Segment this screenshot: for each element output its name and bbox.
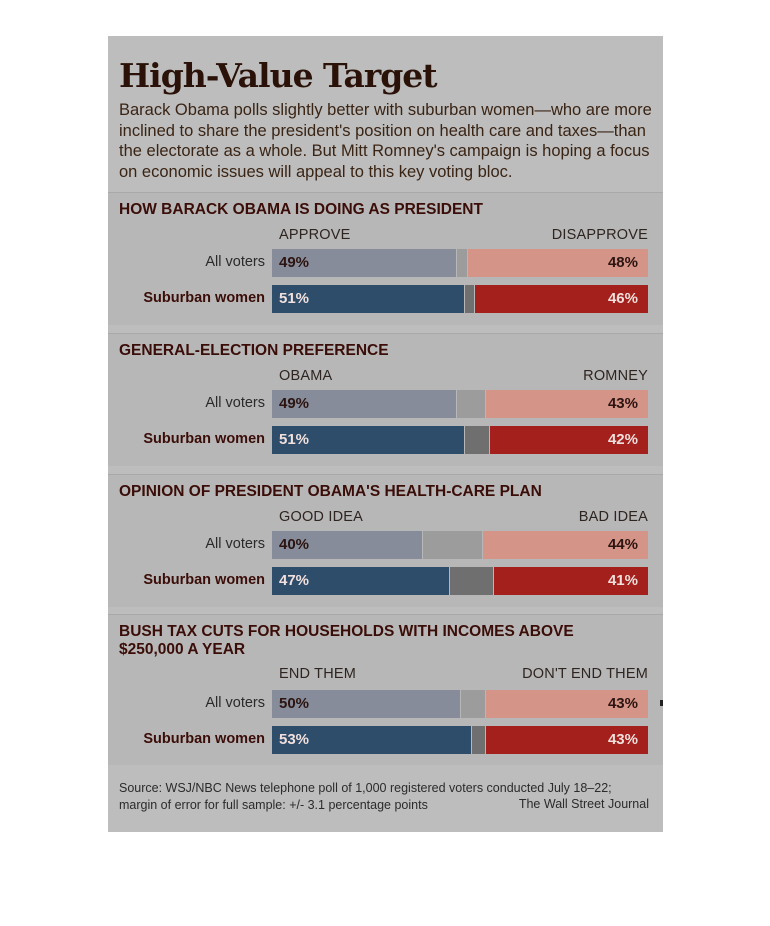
left-category-label: GOOD IDEA [279, 509, 363, 525]
row-label: All voters [205, 395, 265, 411]
value-label-left: 40% [279, 536, 310, 553]
bar-segment-undecided [450, 567, 493, 595]
value-label-left: 51% [279, 431, 310, 448]
right-category-label: BAD IDEA [578, 509, 648, 525]
stray-tick-mark [660, 700, 663, 706]
panel-title: BUSH TAX CUTS FOR HOUSEHOLDS WITH INCOMES ABOVE $250,000 A YEAR [119, 623, 574, 658]
bar-segment-undecided [465, 285, 474, 313]
bar-segment-undecided [465, 426, 489, 454]
value-label-right: 46% [607, 290, 638, 307]
row-label: Suburban women [143, 290, 265, 306]
panel-title: GENERAL-ELECTION PREFERENCE [119, 342, 389, 359]
value-label-right: 43% [607, 731, 638, 748]
panel-title: HOW BARACK OBAMA IS DOING AS PRESIDENT [119, 201, 483, 218]
row-label: All voters [205, 695, 265, 711]
chart-panel-1 [108, 192, 663, 325]
left-category-label: END THEM [279, 666, 357, 682]
infographic-card [108, 36, 663, 832]
bar-segment-undecided [472, 726, 485, 754]
value-label-right: 48% [607, 254, 638, 271]
intro-text: Barack Obama polls slightly better with suburban women—who are more inclined to share the president's position on health care and taxes—than the electorate as a whole. But Mitt Romney's campaign is hoping a focus on economic issues will appeal to this key voting bloc. [119, 101, 652, 181]
row-label: All voters [205, 536, 265, 552]
value-label-left: 51% [279, 290, 310, 307]
chart-panel-2 [108, 333, 663, 466]
credit-line: The Wall Street Journal [518, 797, 649, 811]
stacked-bar [272, 285, 648, 313]
stacked-bar [272, 390, 648, 418]
stacked-bar [272, 531, 648, 559]
stacked-bar [272, 567, 648, 595]
row-label: Suburban women [143, 572, 265, 588]
value-label-left: 53% [279, 731, 310, 748]
chart-title: High-Value Target [119, 56, 437, 95]
bar-segment-undecided [461, 690, 485, 718]
bar-segment-undecided [457, 390, 485, 418]
value-label-right: 43% [607, 395, 638, 412]
value-label-left: 47% [279, 572, 310, 589]
row-label: Suburban women [143, 731, 265, 747]
stacked-bar [272, 726, 648, 754]
row-label: Suburban women [143, 431, 265, 447]
right-category-label: ROMNEY [583, 368, 648, 384]
source-note: Source: WSJ/NBC News telephone poll of 1,000 registered voters conducted July 18–22; margin of error for full sample: +/- 3.1 percentage points [119, 781, 612, 812]
value-label-right: 43% [607, 695, 638, 712]
stacked-bar [272, 426, 648, 454]
left-category-label: APPROVE [279, 227, 351, 243]
right-category-label: DISAPPROVE [551, 227, 648, 243]
value-label-right: 44% [607, 536, 638, 553]
row-label: All voters [205, 254, 265, 270]
stacked-bar [272, 690, 648, 718]
value-label-left: 49% [279, 395, 310, 412]
left-category-label: OBAMA [279, 368, 333, 384]
value-label-left: 49% [279, 254, 310, 271]
panel-title: OPINION OF PRESIDENT OBAMA'S HEALTH-CARE PLAN [119, 483, 542, 500]
value-label-right: 42% [607, 431, 638, 448]
chart-panel-3 [108, 474, 663, 607]
right-category-label: DON'T END THEM [522, 666, 648, 682]
value-label-left: 50% [279, 695, 310, 712]
chart-panel-4 [108, 614, 663, 765]
stacked-bar [272, 249, 648, 277]
bar-segment-undecided [457, 249, 466, 277]
bar-segment-undecided [423, 531, 481, 559]
value-label-right: 41% [607, 572, 638, 589]
